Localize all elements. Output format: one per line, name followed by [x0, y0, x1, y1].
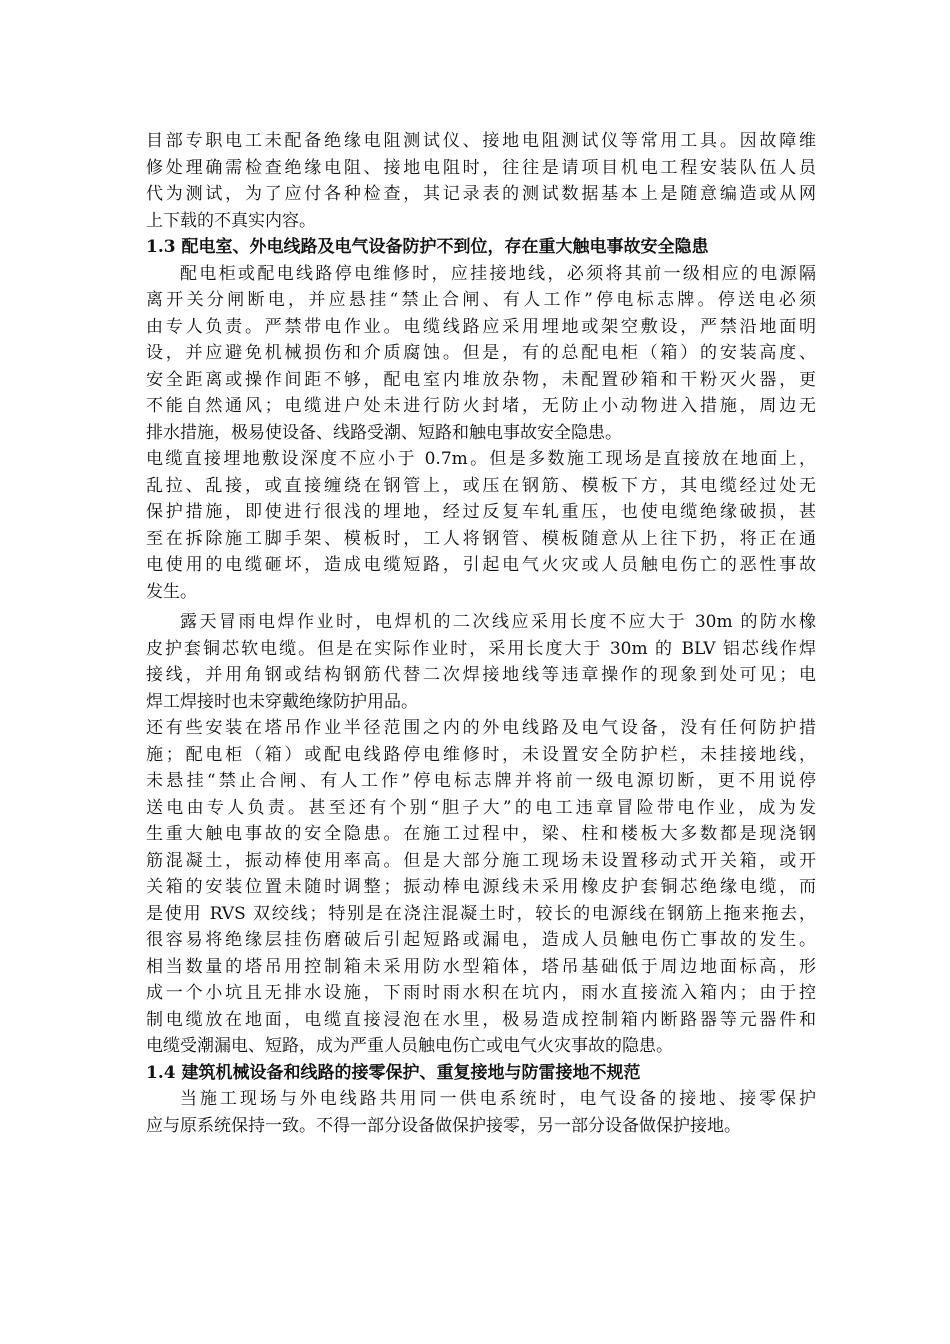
text-line: 目部专职电工未配备绝缘电阻测试仪、接地电阻测试仪等常用工具。因故障维: [146, 131, 816, 151]
text-line: 施；配电柜（箱）或配电线路停电维修时，未设置安全防护栏，未挂接地线，: [146, 744, 816, 765]
document-page: [146, 128, 816, 1139]
text-line: 制电缆放在地面，电缆直接浸泡在水里，极易造成控制箱内断路器等元器件和: [146, 1009, 816, 1030]
text-line: 代为测试，为了应付各种检查，其记录表的测试数据基本上是随意编造或从网: [146, 184, 816, 204]
text-line: 当施工现场与外电线路共用同一供电系统时，电气设备的接地、接零保护: [180, 1089, 816, 1109]
text-line: 安全距离或操作间距不够，配电室内堆放杂物，未配置砂箱和干粉灭火器，更: [146, 369, 816, 390]
text-line: 电使用的电缆砸坏，造成电缆短路，引起电气火灾或人员触电伤亡的恶性事故: [146, 555, 816, 575]
paragraph-cable-burial: [146, 446, 816, 605]
text-line: 相当数量的塔吊用控制箱未采用防水型箱体，塔吊基础低于周边地面标高，形: [146, 956, 816, 977]
paragraph-power-room: [146, 261, 816, 447]
text-line: 离开关分闸断电，并应悬挂“禁止合闸、有人工作”停电标志牌。停送电必须: [146, 290, 816, 310]
text-line: 生重大触电事故的安全隐患。在施工过程中，梁、柱和楼板大多数都是现浇钢: [146, 824, 816, 844]
text-line: 筋混凝土，振动棒使用率高。但是大部分施工现场未设置移动式开关箱，或开: [146, 850, 816, 871]
text-line: 保护措施，即使进行很浅的埋地，经过反复车轧重压，也使电缆绝缘破损，甚: [146, 502, 816, 522]
section-heading-1-3: 1.3 配电室、外电线路及电气设备防护不到位，存在重大触电事故安全隐患: [146, 237, 709, 257]
text-line: 至在拆除施工脚手架、模板时，工人将钢管、模板随意从上往下扔，将正在通: [146, 528, 816, 549]
text-line: 皮护套铜芯软电缆。但是在实际作业时，采用长度大于 30m 的 BLV 铝芯线作焊: [146, 638, 816, 659]
text-line: 接线，并用角钢或结构钢筋代替二次焊接地线等违章操作的现象到处可见；电: [146, 665, 816, 685]
paragraph-tower-crane: [146, 715, 816, 1060]
text-line: 电缆直接埋地敷设深度不应小于 0.7m。但是多数施工现场是直接放在地面上，: [146, 449, 816, 469]
text-line: 电缆受潮漏电、短路，成为严重人员触电伤亡或电气火灾事故的隐患。: [146, 1036, 673, 1056]
paragraph-welding: [146, 609, 816, 715]
text-line: 应与原系统保持一致。不得一部分设备做保护接零，另一部分设备做保护接地。: [146, 1115, 741, 1136]
text-line: 上下载的不真实内容。: [146, 210, 316, 231]
text-line: 送电由专人负责。甚至还有个别“胆子大”的电工违章冒险带电作业，成为发: [146, 797, 816, 818]
text-line: 焊工焊接时也未穿戴绝缘防护用品。: [146, 691, 418, 712]
text-line: 露天冒雨电焊作业时，电焊机的二次线应采用长度不应大于 30m 的防水橡: [180, 612, 816, 632]
text-line: 修处理确需检查绝缘电阻、接地电阻时，往往是请项目机电工程安装队伍人员: [146, 157, 816, 178]
text-line: 成一个小坑且无排水设施，下雨时雨水积在坑内，雨水直接流入箱内；由于控: [146, 983, 816, 1003]
text-line: 关箱的安装位置未随时调整；振动棒电源线未采用橡皮护套铜芯绝缘电缆，而: [146, 877, 816, 897]
section-heading-1-4: 1.4 建筑机械设备和线路的接零保护、重复接地与防雷接地不规范: [146, 1062, 641, 1083]
paragraph-tools: [146, 128, 816, 234]
text-line: 是使用 RVS 双绞线；特别是在浇注混凝土时，较长的电源线在钢筋上拖来拖去，: [146, 903, 816, 924]
text-line: 发生。: [146, 581, 197, 602]
text-line: 不能自然通风；电缆进户处未进行防火封堵，无防止小动物进入措施，周边无: [146, 396, 816, 416]
text-line: 排水措施，极易使设备、线路受潮、短路和触电事故安全隐患。: [146, 422, 622, 443]
text-line: 还有些安装在塔吊作业半径范围之内的外电线路及电气设备，没有任何防护措: [146, 718, 816, 738]
text-line: 由专人负责。严禁带电作业。电缆线路应采用埋地或架空敷设，严禁沿地面明: [146, 316, 816, 337]
text-line: 配电柜或配电线路停电维修时，应挂接地线，必须将其前一级相应的电源隔: [180, 263, 816, 284]
paragraph-grounding: [146, 1086, 816, 1139]
text-line: 设，并应避免机械损伤和介质腐蚀。但是，有的总配电柜（箱）的安装高度、: [146, 343, 816, 363]
text-line: 乱拉、乱接，或直接缠绕在钢管上，或压在钢筋、模板下方，其电缆经过处无: [146, 475, 816, 496]
text-line: 很容易将绝缘层挂伤磨破后引起短路或漏电，造成人员触电伤亡事故的发生。: [146, 930, 816, 950]
text-line: 未悬挂“禁止合闸、有人工作”停电标志牌并将前一级电源切断，更不用说停: [146, 771, 816, 791]
